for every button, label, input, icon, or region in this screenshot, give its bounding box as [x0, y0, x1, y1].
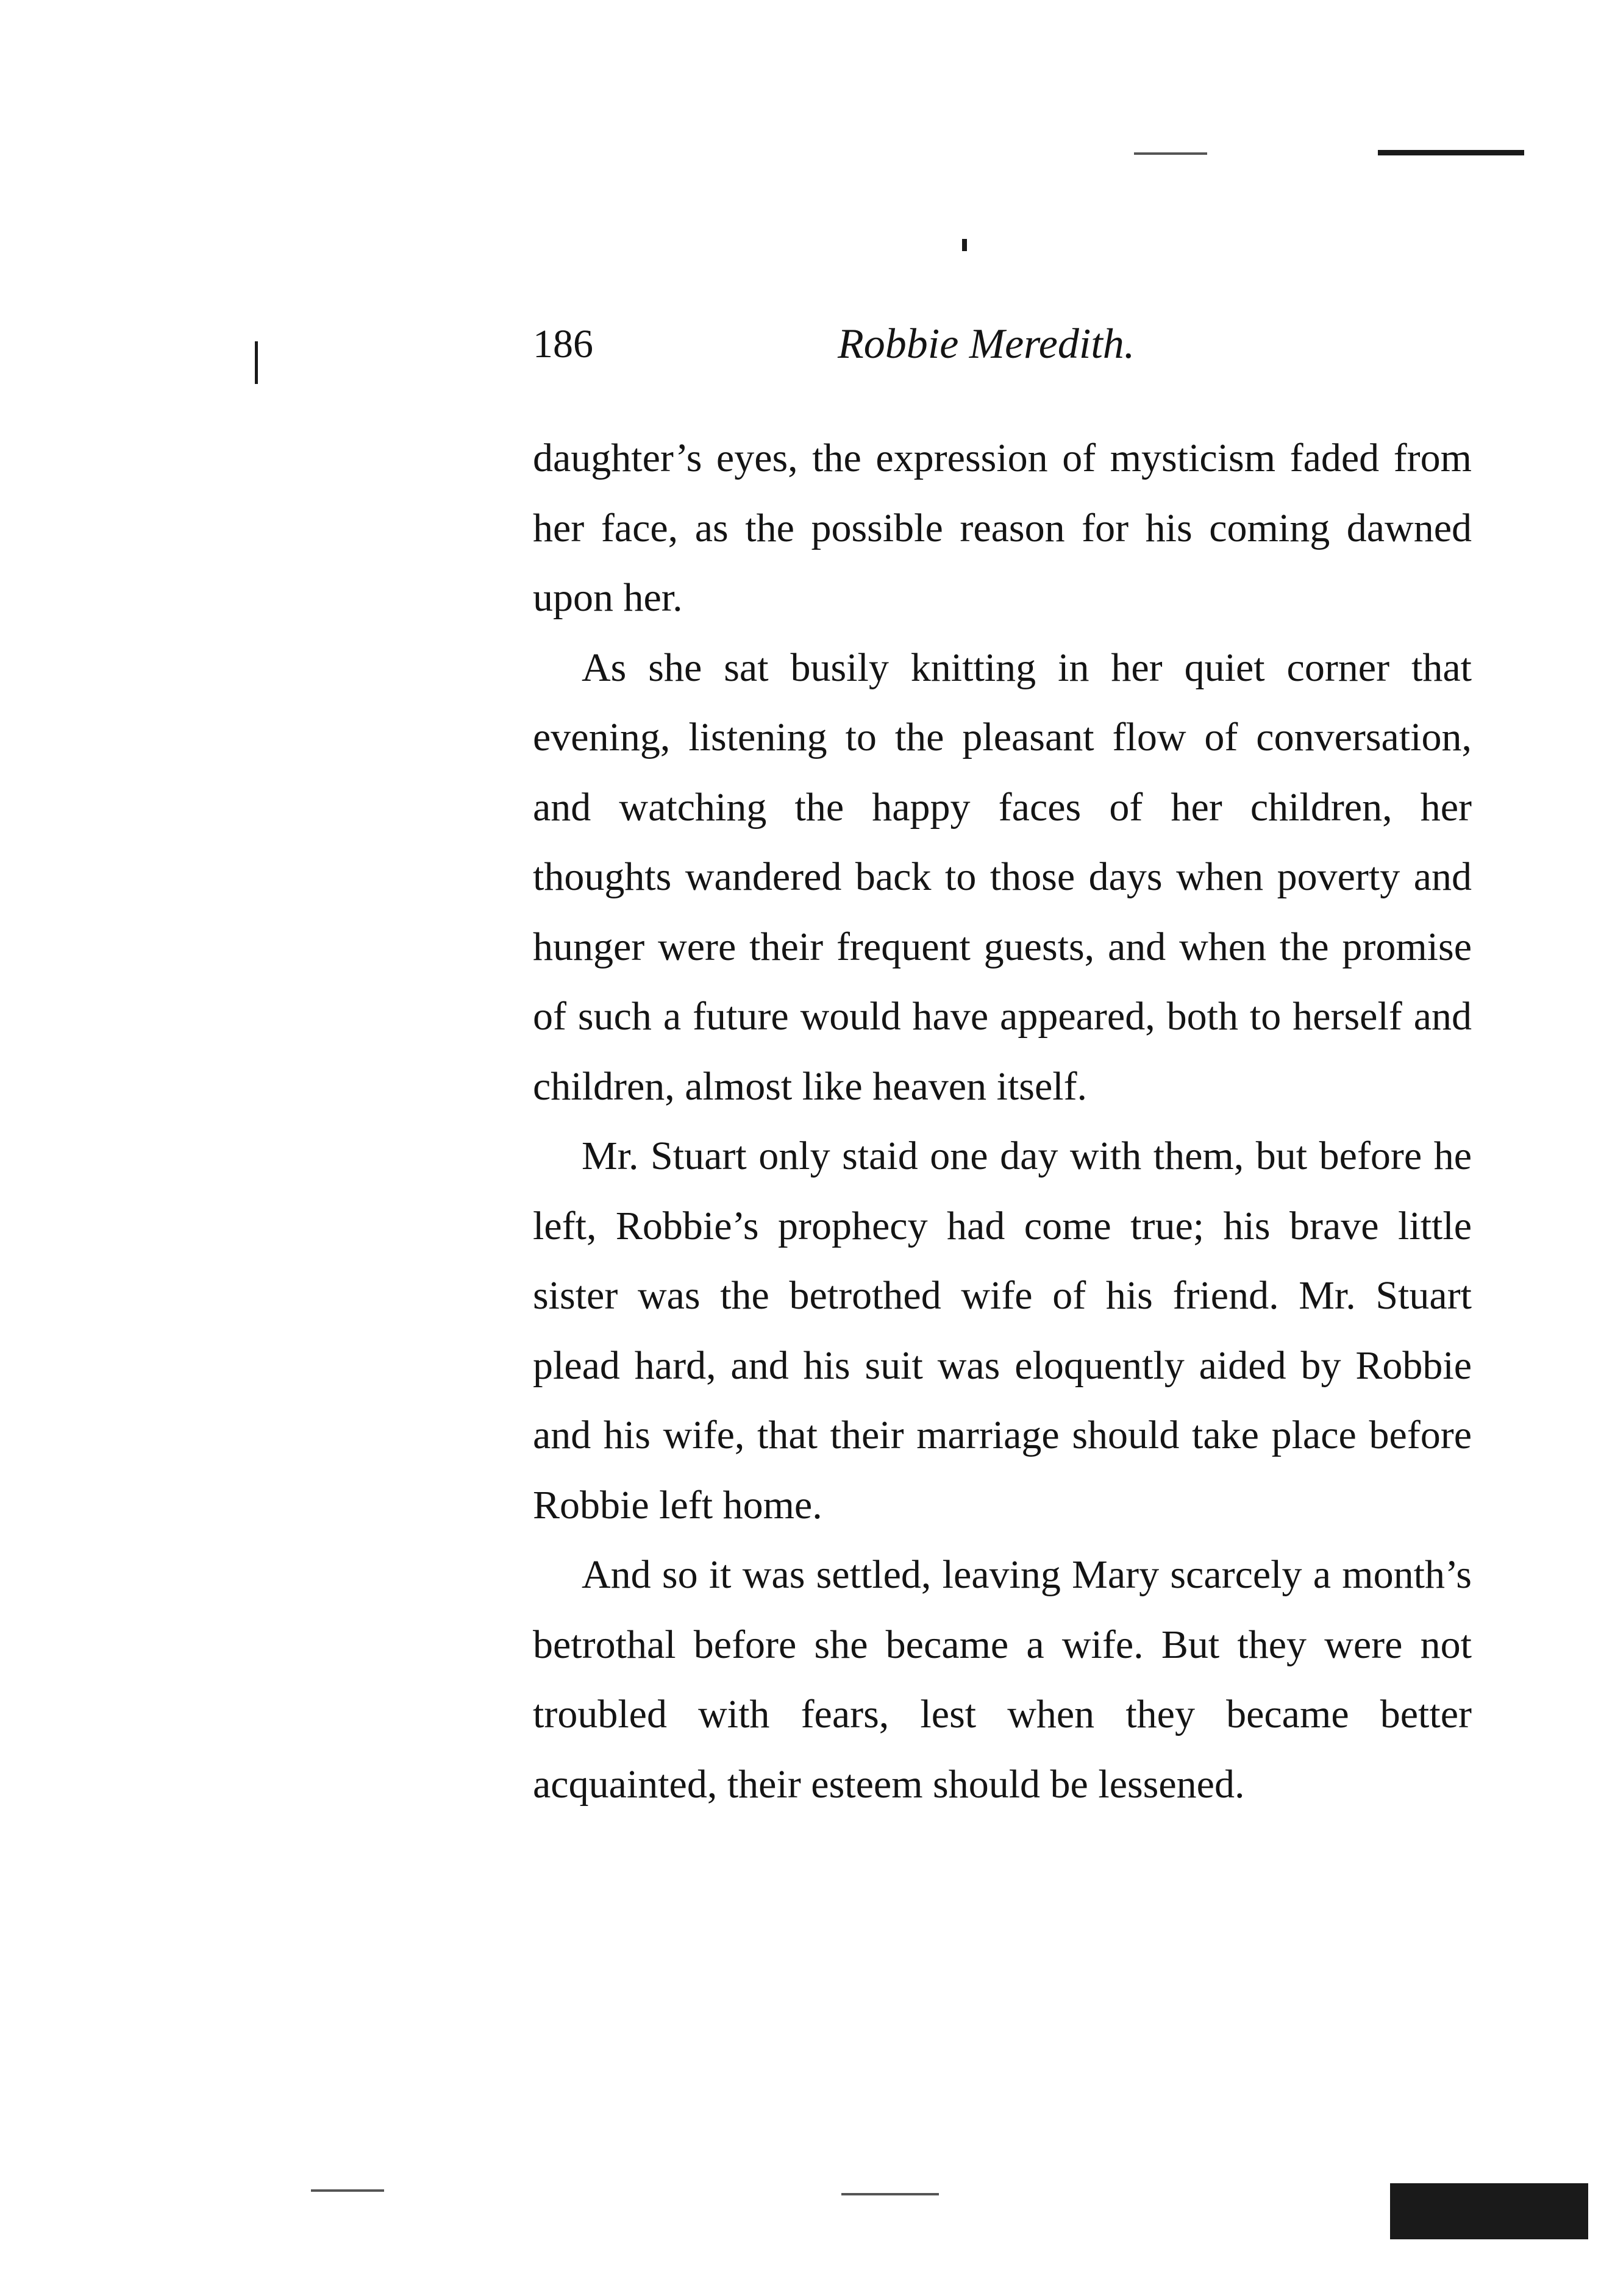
scan-edge-bottom	[1390, 2183, 1588, 2239]
page-number: 186	[533, 322, 593, 366]
paragraph-3: Mr. Stuart only staid one day with them, but before he left, Robbie’s prophecy had come true; his brave little sister was the betrothed wife of his friend. Mr. Stuart plead hard, and his suit was eloquently aided by Robbie and his wife, that their marriage should take place before Robbie left home.	[533, 1134, 1472, 1527]
scan-dot	[962, 239, 967, 251]
running-header	[533, 311, 1484, 378]
paragraph-2: As she sat busily knitting in her quiet corner that evening, listening to the pleasant flow of conversation, and watching the happy faces of her children, her thoughts wandered back to those days when poverty and hunger were their frequent guests, and when the promise of such a future would have appeared, both to herself and children, almost like heaven itself.	[533, 645, 1472, 1109]
scan-edge-bottom-short	[841, 2193, 939, 2195]
scan-edge-top-short	[1134, 152, 1207, 155]
running-title: Robbie Meredith.	[838, 321, 1135, 368]
paragraph-1: daughter’s eyes, the expression of mysticism faded from her face, as the possible reason for his coming dawned upon her.	[533, 436, 1472, 620]
scan-edge-left	[255, 341, 258, 384]
body-text	[533, 424, 1472, 1819]
scan-edge-bottom-left	[311, 2189, 384, 2192]
paragraph-4: And so it was settled, leaving Mary scarcely a month’s betrothal before she became a wife. But they were not troubled with fears, lest when they became better acquainted, their esteem should be lessened.	[533, 1552, 1472, 1807]
scan-edge-top	[1378, 150, 1524, 155]
